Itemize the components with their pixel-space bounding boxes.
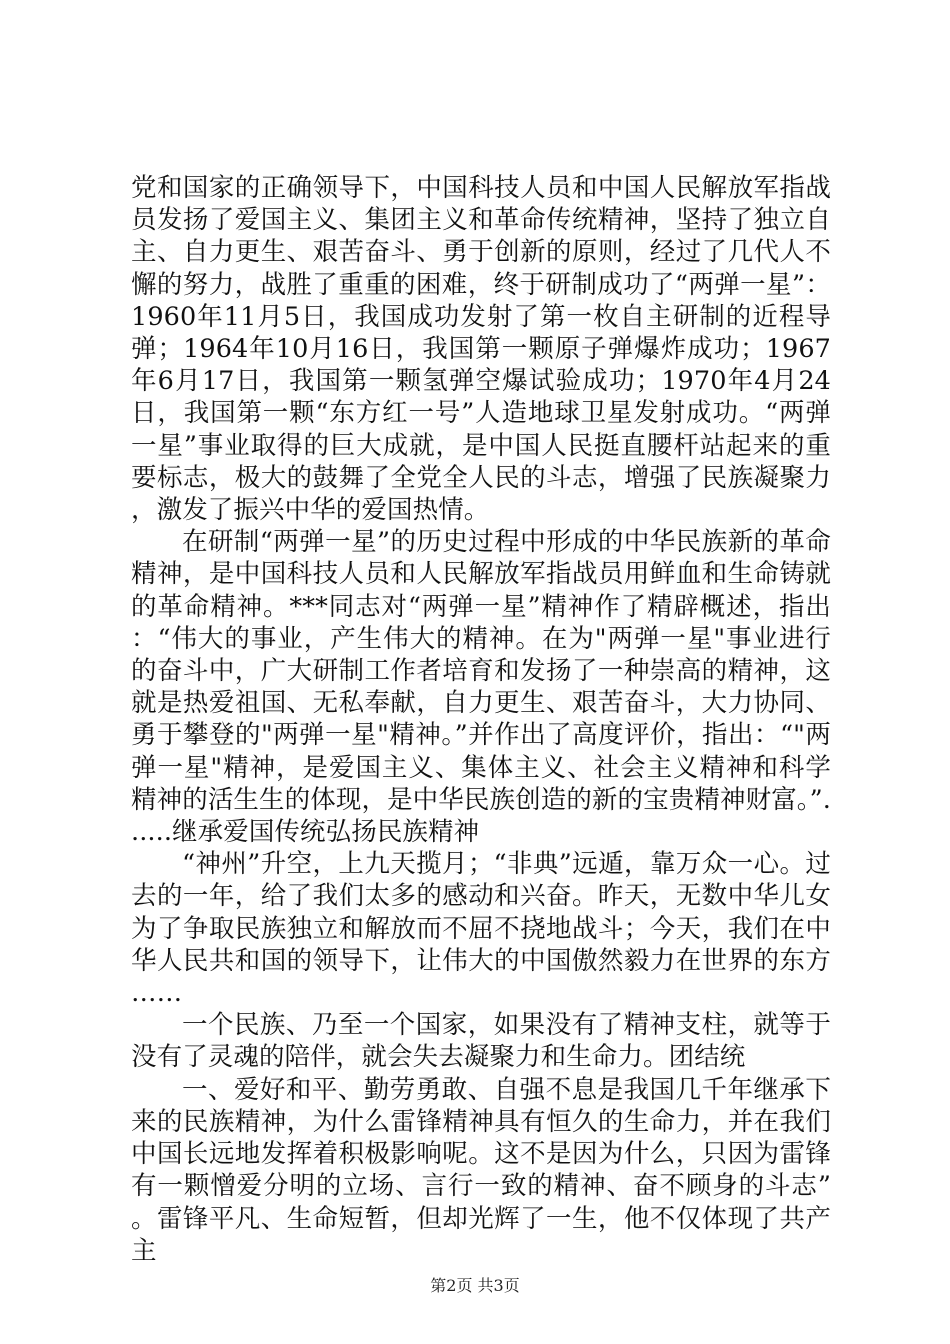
page-number-label: 第2页 共3页 [430, 1276, 520, 1295]
paragraph-2: 在研制“两弹一星”的历史过程中形成的中华民族新的革命精神，是中国科技人员和人民解放军指战员用鲜血和生命铸就的革命精神。***同志对“两弹一星”精神作了精辟概述，指出：“伟大的事业，产生伟大的精神。在为"两弹一星"事业进行的奋斗中，广大研制工作者培育和发扬了一种崇高的精神，这就是热爱祖国、无私奉献，自力更生、艰苦奋斗，大力协同、勇于攀登的"两弹一星"精神。”并作出了高度评价，指出：“"两弹一星"精神，是爱国主义、集体主义、社会主义精神和科学精神的活生生的体现，是中华民族创造的新的宝贵精神财富。”......继承爱国传统弘扬民族精神 [131, 527, 831, 848]
document-body [131, 172, 831, 1267]
paragraph-4: 一个民族、乃至一个国家，如果没有了精神支柱，就等于没有了灵魂的陪伴，就会失去凝聚力和生命力。团结统 [131, 1010, 831, 1073]
paragraph-5: 一、爱好和平、勤劳勇敢、自强不息是我国几千年继承下来的民族精神，为什么雷锋精神具有恒久的生命力，并在我们中国长远地发挥着积极影响呢。这不是因为什么，只因为雷锋有一颗憎爱分明的立场、言行一致的精神、奋不顾身的斗志”。雷锋平凡、生命短暂，但却光辉了一生，他不仅体现了共产主 [131, 1074, 831, 1266]
paragraph-3: “神州”升空，上九天揽月；“非典”远遁，靠万众一心。过去的一年，给了我们太多的感动和兴奋。昨天，无数中华儿女为了争取民族独立和解放而不屈不挠地战斗；今天，我们在中华人民共和国的领导下，让伟大的中国傲然毅力在世界的东方…… [131, 849, 831, 1009]
page-footer [0, 1276, 950, 1296]
paragraph-1: 党和国家的正确领导下，中国科技人员和中国人民解放军指战员发扬了爱国主义、集团主义和革命传统精神，坚持了独立自主、自力更生、艰苦奋斗、勇于创新的原则，经过了几代人不懈的努力，战胜了重重的困难，终于研制成功了“两弹一星”：1960年11月5日，我国成功发射了第一枚自主研制的近程导弹；1964年10月16日，我国第一颗原子弹爆炸成功；1967年6月17日，我国第一颗氢弹空爆试验成功；1970年4月24日，我国第一颗“东方红一号”人造地球卫星发射成功。“两弹一星”事业取得的巨大成就，是中国人民挺直腰杆站起来的重要标志，极大的鼓舞了全党全人民的斗志，增强了民族凝聚力，激发了振兴中华的爱国热情。 [131, 173, 831, 526]
